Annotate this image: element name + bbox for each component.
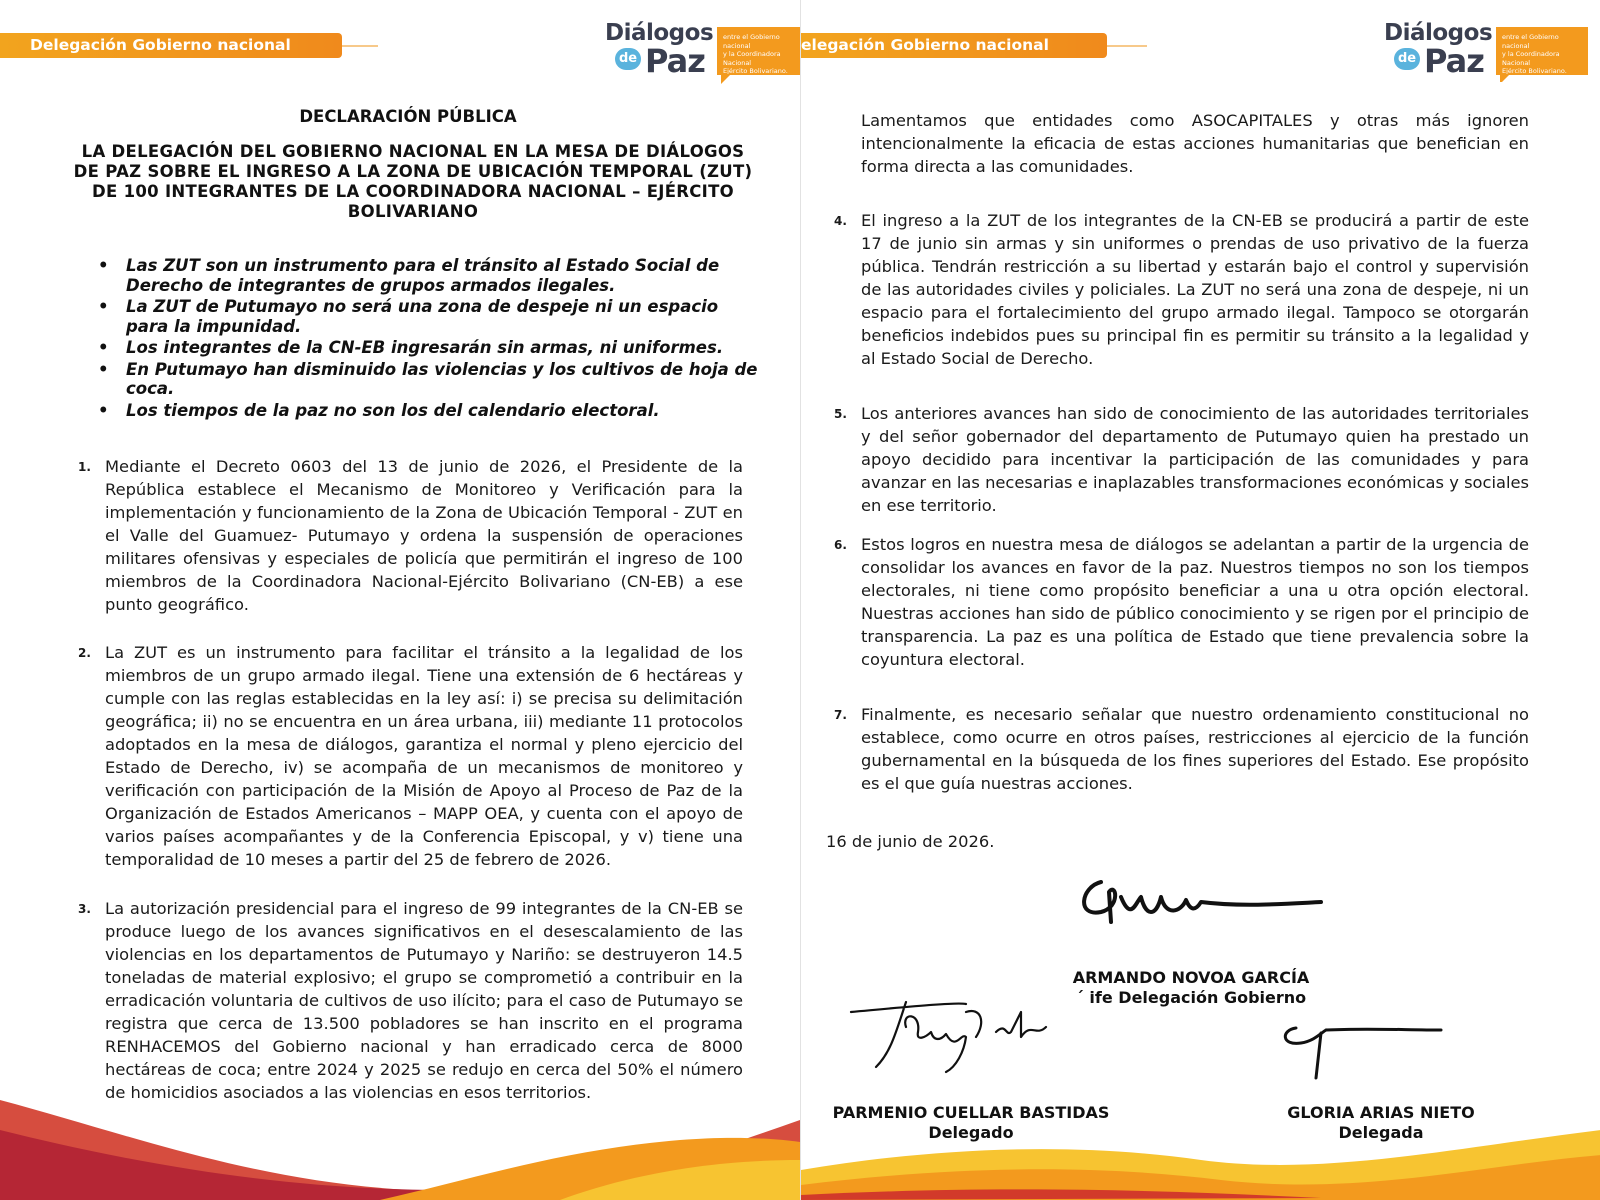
- numbered-paragraph-6: [834, 533, 1529, 671]
- paragraph-number: 1.: [78, 460, 91, 474]
- logo-tagline-box: [717, 27, 800, 75]
- key-point: • Las ZUT son un instrumento para el tránsito al Estado Social de Derecho de integrantes de grupos armados ilegales.: [96, 256, 766, 295]
- paragraph-number: 6.: [834, 538, 847, 552]
- decorative-wave: [0, 1060, 800, 1200]
- document-date: 16 de junio de 2026.: [826, 832, 995, 851]
- paragraph-text: La ZUT es un instrumento para facilitar el tránsito a la legalidad de los miembros de un grupo armado ilegal. Tiene una extensión de 6 hectáreas y cumple con las reglas establecidas en la ley así: i) se precisa su delimitación geográfica; ii) no se encuentra en un área urbana, iii) mediante 11 protocolos adoptados en la mesa de diálogos, garantiza el normal y pleno ejercicio del Estado de Derecho, iv) se acompaña de un mecanismos de monitoreo y verificación con participación de la Misión de Apoyo al Proceso de Paz de la Organización de Estados Americanos – MAPP OEA, y cuenta con el apoyo de varios países acompañantes y de la Conferencia Episcopal, y v) tiene una temporalidad de 10 meses a partir del 25 de febrero de 2026.: [105, 643, 743, 869]
- logo-tagline-line: entre el Gobierno nacional: [723, 33, 780, 50]
- signatory-name: ARMANDO NOVOA GARCÍA: [1072, 968, 1310, 987]
- logo-tagline-line: entre el Gobierno nacional: [1502, 33, 1559, 50]
- signature-parmenio-cuellar: [846, 992, 1071, 1082]
- signatory-role: ´ ife Delegación Gobierno: [1075, 988, 1307, 1007]
- dialogos-de-paz-logo: [605, 20, 800, 82]
- header-rule: [1107, 45, 1147, 47]
- signatory-name: PARMENIO CUELLAR BASTIDAS: [832, 1103, 1110, 1122]
- document-title: DECLARACIÓN PÚBLICA: [299, 107, 517, 126]
- logo-title: Diálogos: [605, 20, 714, 46]
- signatory-role: Delegado: [928, 1123, 1014, 1142]
- signatory-name: GLORIA ARIAS NIETO: [1287, 1103, 1475, 1122]
- signatory-role: Delegada: [1338, 1123, 1424, 1142]
- numbered-paragraph-4: [834, 209, 1529, 370]
- logo-notch: [721, 74, 731, 84]
- header-rule: [342, 45, 378, 47]
- paragraph-text: Mediante el Decreto 0603 del 13 de junio de 2026, el Presidente de la República establece el Mecanismo de Monitoreo y Verificación para la implementación y funcionamiento de la Zona de Ubicación Temporal - ZUT en el Valle del Guamuez- Putumayo y ordena la suspensión de operaciones militares ofensivas y especiales de policía que permitirán el ingreso de 100 miembros de la Coordinadora Nacional-Ejército Bolivariano (CN-EB) a ese punto geográfico.: [105, 457, 743, 614]
- logo-notch: [1500, 74, 1510, 82]
- logo-tagline-line: y la Coordinadora Nacional: [1502, 50, 1560, 67]
- paragraph-number: 3.: [78, 902, 91, 916]
- paragraph-text: Los anteriores avances han sido de conocimiento de las autoridades territoriales y del señor gobernador del departamento de Putumayo quien ha prestado un apoyo decidido para incentivar la participación de las comunidades y para avanzar en las necesarias e inaplazables transformaciones económicas y sociales en ese territorio.: [861, 404, 1529, 515]
- numbered-paragraph-5: [834, 402, 1529, 517]
- paragraph-text: Lamentamos que entidades como ASOCAPITALES y otras más ignoren intencionalmente la eficacia de estas acciones humanitarias que benefician en forma directa a las comunidades.: [861, 111, 1529, 176]
- logo-tagline-line: Ejército Bolivariano.: [723, 67, 788, 75]
- signature-gloria-arias: [1276, 1018, 1446, 1088]
- paragraph-number: 4.: [834, 214, 847, 228]
- document-page-right: [800, 0, 1600, 1200]
- logo-de-badge: de: [1394, 48, 1420, 70]
- paragraph-text: El ingreso a la ZUT de los integrantes de la CN-EB se producirá a partir de este 17 de junio sin armas y sin uniformes o prendas de uso privativo de la fuerza pública. Tendrán restricción a su libertad y estarán bajo el control y supervisión de las autoridades civiles y policiales. La ZUT no será una zona de despeje, ni un espacio para el fortalecimiento del grupo armado ilegal. Tampoco se otorgarán beneficios indebidos pues su principal fin es permitir su tránsito a la legalidad y al Estado Social de Derecho.: [861, 211, 1529, 368]
- paragraph-text: Finalmente, es necesario señalar que nuestro ordenamiento constitucional no establece, como ocurre en otros países, restricciones al ejercicio de la función gubernamental en la búsqueda de los fines superiores del Estado. Ese propósito es el que guía nuestras acciones.: [861, 705, 1529, 793]
- logo-title: Diálogos: [1384, 20, 1493, 46]
- logo-paz: Paz: [645, 42, 705, 80]
- paragraph-number: 2.: [78, 646, 91, 660]
- dialogos-de-paz-logo: [1384, 20, 1600, 82]
- logo-tagline-box: [1496, 27, 1588, 75]
- header-bar: Delegación Gobierno nacional: [0, 33, 342, 58]
- logo-paz: Paz: [1424, 42, 1484, 80]
- signature-armando-novoa: [1071, 862, 1331, 942]
- key-points-list: [96, 256, 766, 422]
- key-point: • La ZUT de Putumayo no será una zona de despeje ni un espacio para la impunidad.: [96, 297, 766, 336]
- paragraph-number: 5.: [834, 407, 847, 421]
- logo-tagline-line: Ejército Bolivariano.: [1502, 67, 1567, 75]
- logo-de-badge: de: [615, 48, 641, 70]
- key-point: • Los tiempos de la paz no son los del calendario electoral.: [96, 401, 766, 421]
- key-point: • En Putumayo han disminuido las violencias y los cultivos de hoja de coca.: [96, 360, 766, 399]
- numbered-paragraph-2: [78, 641, 743, 871]
- decorative-wave: [801, 1110, 1600, 1200]
- paragraph-text: Estos logros en nuestra mesa de diálogos se adelantan a partir de la urgencia de consolidar los avances en favor de la paz. Nuestros tiempos no son los tiempos electorales, ni tiene como propósito beneficiar a una u otra opción electoral. Nuestras acciones han sido de público conocimiento y se rigen por el principio de transparencia. La paz es una política de Estado que tiene prevalencia sobre la coyuntura electoral.: [861, 535, 1529, 669]
- paragraph-number: 7.: [834, 708, 847, 722]
- numbered-paragraph-7: [834, 703, 1529, 795]
- document-subtitle: LA DELEGACIÓN DEL GOBIERNO NACIONAL EN LA MESA DE DIÁLOGOS DE PAZ SOBRE EL INGRESO A LA ZONA DE UBICACIÓN TEMPORAL (ZUT) DE 100 INTEGRANTES DE LA COORDINADORA NACIONAL – EJÉRCITO BOLIVARIANO: [73, 142, 753, 221]
- continuation-paragraph: [861, 109, 1529, 178]
- header-bar: elegación Gobierno nacional: [801, 33, 1107, 58]
- paragraph-text: La autorización presidencial para el ingreso de 99 integrantes de la CN-EB se produce luego de los avances significativos en el desescalamiento de las violencias en los departamentos de Putumayo y Nariño: se destruyeron 14.5 toneladas de material explosivo; el grupo se comprometió a contribuir en la erradicación voluntaria de cultivos de uso ilícito; para el caso de Putumayo se registra que cerca de 13.500 pobladores se han inscrito en el programa RENHACEMOS del Gobierno nacional y han erradicado cerca de 8000 hectáreas de coca; entre 2024 y 2025 se redujo en cerca del 50% el número de homicidios asociados a las violencias en esos territorios.: [105, 899, 743, 1102]
- numbered-paragraph-1: [78, 455, 743, 616]
- logo-tagline-line: y la Coordinadora Nacional: [723, 50, 781, 67]
- key-point: • Los integrantes de la CN-EB ingresarán sin armas, ni uniformes.: [96, 338, 766, 358]
